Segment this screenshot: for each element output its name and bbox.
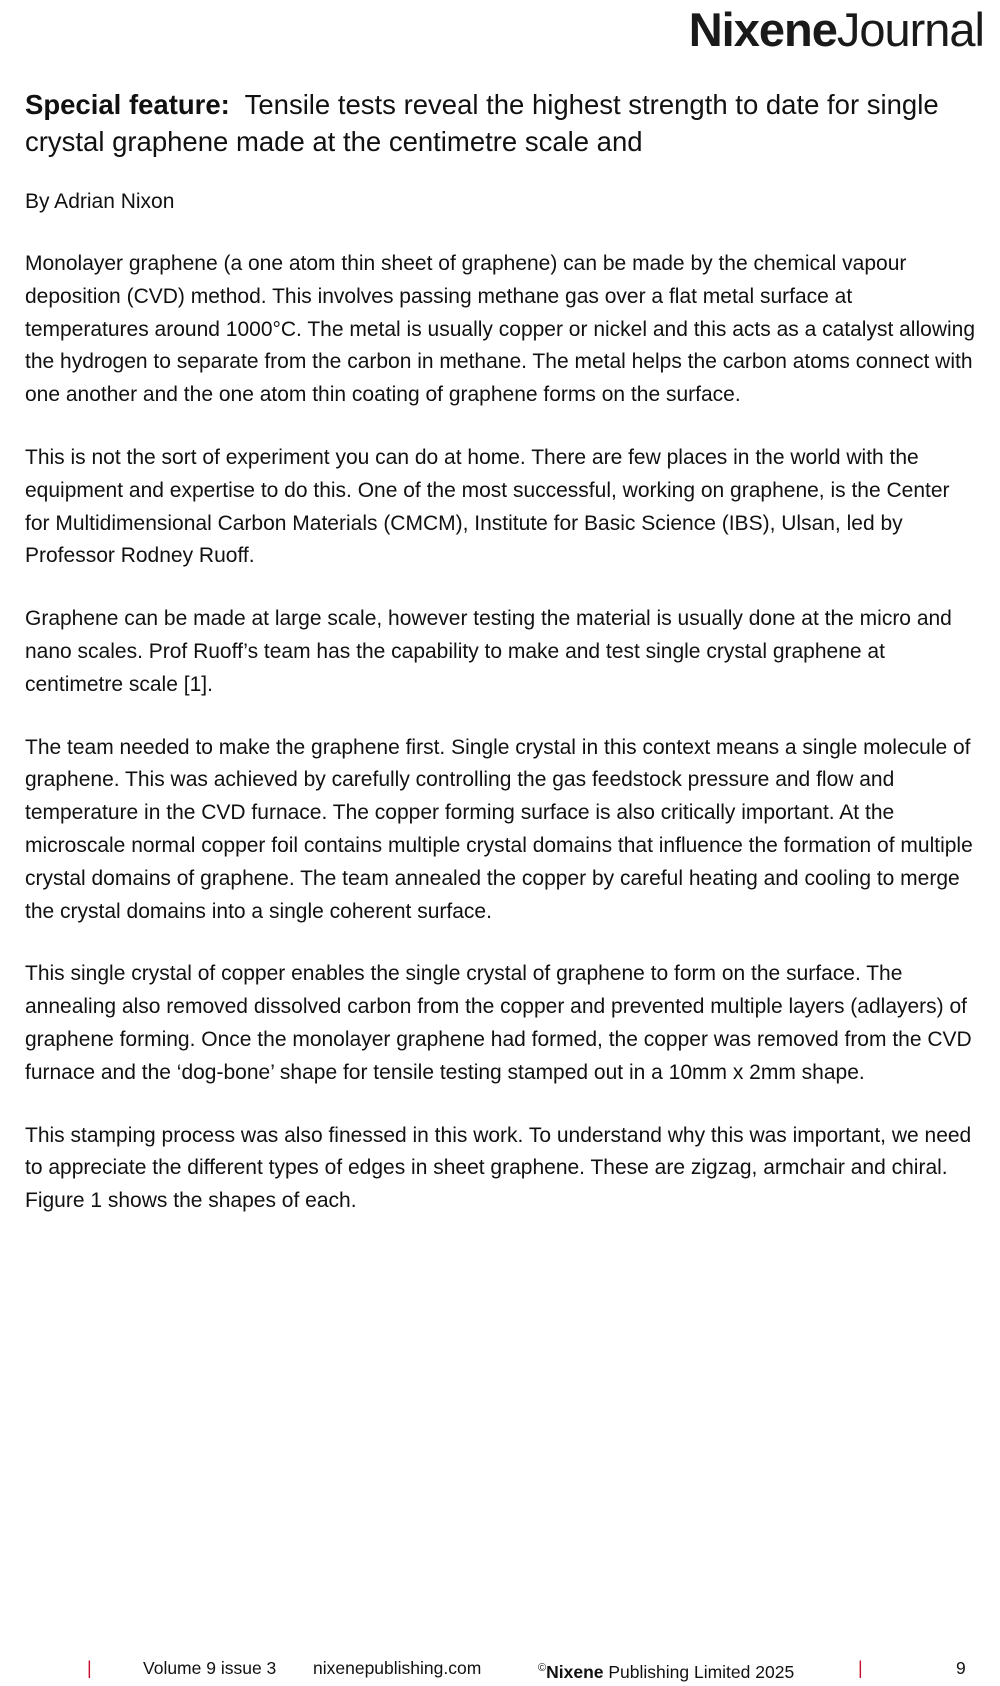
footer-volume: Volume 9 issue 3	[143, 1658, 277, 1678]
paragraph-5: This single crystal of copper enables the single crystal of graphene to form on the surface. The annealing also removed dissolved carbon from the copper and prevented multiple layers (adlayers) of graphene forming. Once the monolayer graphene had formed, the copper was removed from the CVD furnace and the ‘dog-bone’ shape for tensile testing stamped out in a 10mm x 2mm shape.	[25, 962, 972, 1084]
paragraph-3: Graphene can be made at large scale, however testing the material is usually done at the micro and nano scales. Prof Ruoff’s team has the capability to make and test single crystal graphene at centimetre scale [1].	[25, 607, 952, 696]
footer-copyright	[538, 1656, 794, 1684]
footer-website: nixenepublishing.com	[313, 1658, 482, 1678]
footer-publisher-brand: Nixene	[546, 1662, 604, 1682]
article-headline	[25, 86, 975, 160]
article-title: Tensile tests reveal the highest strength to date for single crystal graphene made at the centimetre scale and	[25, 89, 939, 157]
paragraph-4: The team needed to make the graphene first. Single crystal in this context means a single molecule of graphene. This was achieved by carefully controlling the gas feedstock pressure and flow and temperature in the CVD furnace. The copper forming surface is also critically important. At the microscale normal copper foil contains multiple crystal domains that influence the formation of multiple crystal domains of graphene. The team annealed the copper by careful heating and cooling to merge the crystal domains into a single coherent surface.	[25, 735, 973, 923]
journal-masthead	[689, 4, 984, 56]
masthead-brand: Nixene	[688, 3, 837, 56]
masthead-journal: Journal	[836, 3, 984, 56]
paragraph-1: Monolayer graphene (a one atom thin sheet of graphene) can be made by the chemical vapour deposition (CVD) method. This involves passing methane gas over a flat metal surface at temperatures around 1000°C. The metal is usually copper or nickel and this acts as a catalyst allowing the hydrogen to separate from the carbon in methane. The metal helps the carbon atoms connect with one another and the one atom thin coating of graphene forms on the surface.	[25, 252, 976, 407]
footer-publisher-rest: Publishing Limited 2025	[603, 1662, 795, 1682]
paragraph-6: This stamping process was also finessed in this work. To understand why this was important, we need to appreciate the different types of edges in sheet graphene. These are zigzag, armchair and chiral. Figure 1 shows the shapes of each.	[25, 1123, 972, 1213]
copyright-symbol: ©	[538, 1662, 547, 1674]
article-kicker: Special feature:	[25, 89, 230, 120]
article-byline: By Adrian Nixon	[25, 190, 175, 213]
page-footer	[0, 1656, 1000, 1686]
footer-page-number: 9	[956, 1658, 966, 1678]
footer-separator-left: |	[87, 1658, 92, 1678]
footer-separator-right: |	[858, 1658, 863, 1678]
paragraph-2: This is not the sort of experiment you can do at home. There are few places in the world with the equipment and expertise to do this. One of the most successful, working on graphene, is the Center for Multidimensional Carbon Materials (CMCM), Institute for Basic Science (IBS), Ulsan, led by Professor Rodney Ruoff.	[25, 445, 950, 568]
article	[25, 86, 975, 1218]
